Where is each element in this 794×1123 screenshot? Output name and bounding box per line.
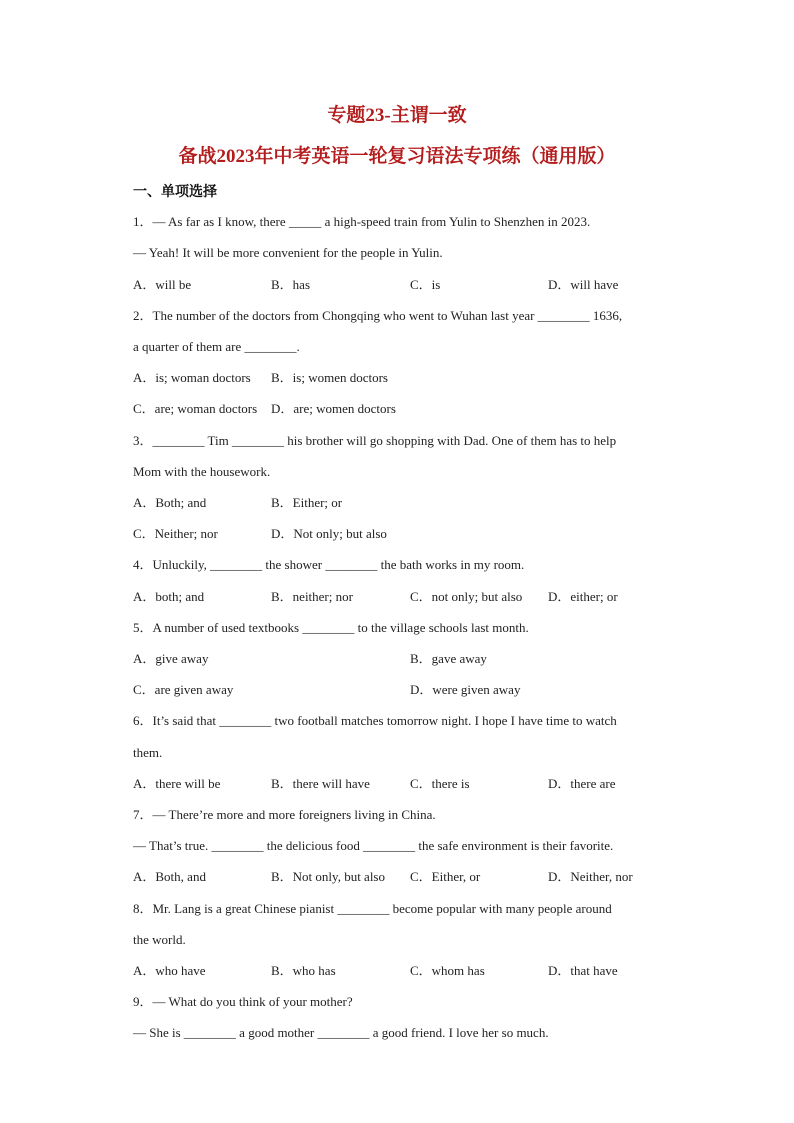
q4-option-d: D．either; or (548, 589, 618, 604)
q2-option-b: B．is; women doctors (271, 370, 388, 385)
question-1-stem: 1．— As far as I know, there _____ a high-speed train from Yulin to Shenzhen in 2023. (133, 214, 591, 229)
question-6-stem: 6．It’s said that ________ two football matches tomorrow night. I hope I have time to watch (133, 713, 617, 728)
q2-option-a: A．is; woman doctors (133, 370, 251, 385)
q6-option-d: D．there are (548, 776, 616, 791)
q4-option-a: A．both; and (133, 589, 205, 604)
question-9-reply: — She is ________ a good mother ________ a good friend. I love her so much. (133, 1025, 549, 1040)
q1-option-d: D．will have (548, 277, 619, 292)
q6-option-b: B．there will have (271, 776, 370, 791)
question-3-stem-cont: Mom with the housework. (133, 464, 271, 479)
q1-option-b: B．has (271, 277, 311, 292)
q8-option-d: D．that have (548, 963, 618, 978)
q4-option-b: B．neither; nor (271, 589, 353, 604)
question-4-stem: 4．Unluckily, ________ the shower ________ the bath works in my room. (133, 557, 525, 572)
question-7-reply: — That’s true. ________ the delicious food ________ the safe environment is their favorite. (133, 838, 614, 853)
q7-option-d: D．Neither, nor (548, 869, 633, 884)
q6-option-a: A．there will be (133, 776, 221, 791)
q3-option-b: B．Either; or (271, 495, 343, 510)
q3-option-c: C．Neither; nor (133, 526, 218, 541)
q7-option-b: B．Not only, but also (271, 869, 385, 884)
q5-option-b: B．gave away (410, 651, 487, 666)
q8-option-b: B．who has (271, 963, 336, 978)
q5-option-d: D．were given away (410, 682, 521, 697)
q4-option-c: C．not only; but also (410, 589, 523, 604)
page-title: 专题23-主谓一致 (327, 105, 467, 126)
q2-option-d: D．are; women doctors (271, 401, 396, 416)
section-heading: 一、单项选择 (133, 185, 217, 200)
question-6-stem-cont: them. (133, 745, 163, 760)
question-5-stem: 5．A number of used textbooks ________ to the village schools last month. (133, 620, 529, 635)
q7-option-c: C．Either, or (410, 869, 481, 884)
q5-option-a: A．give away (133, 651, 209, 666)
question-2-stem-cont: a quarter of them are ________. (133, 339, 300, 354)
q8-option-a: A．who have (133, 963, 206, 978)
question-9-stem: 9．— What do you think of your mother? (133, 994, 353, 1009)
q2-option-c: C．are; woman doctors (133, 401, 258, 416)
question-8-stem-cont: the world. (133, 932, 186, 947)
question-1-reply: — Yeah! It will be more convenient for the people in Yulin. (133, 245, 443, 260)
q3-option-a: A．Both; and (133, 495, 207, 510)
q1-option-c: C．is (410, 277, 441, 292)
q8-option-c: C．whom has (410, 963, 485, 978)
question-7-stem: 7．— There’re more and more foreigners living in China. (133, 807, 436, 822)
question-8-stem: 8．Mr. Lang is a great Chinese pianist ________ become popular with many people around (133, 901, 612, 916)
q3-option-d: D．Not only; but also (271, 526, 387, 541)
q1-option-a: A．will be (133, 277, 192, 292)
page-subtitle: 备战2023年中考英语一轮复习语法专项练（通用版） (178, 146, 616, 167)
question-3-stem: 3．________ Tim ________ his brother will go shopping with Dad. One of them has to help (133, 433, 617, 448)
question-2-stem: 2．The number of the doctors from Chongqing who went to Wuhan last year ________ 1636, (133, 308, 623, 323)
q6-option-c: C．there is (410, 776, 470, 791)
q7-option-a: A．Both, and (133, 869, 206, 884)
q5-option-c: C．are given away (133, 682, 234, 697)
